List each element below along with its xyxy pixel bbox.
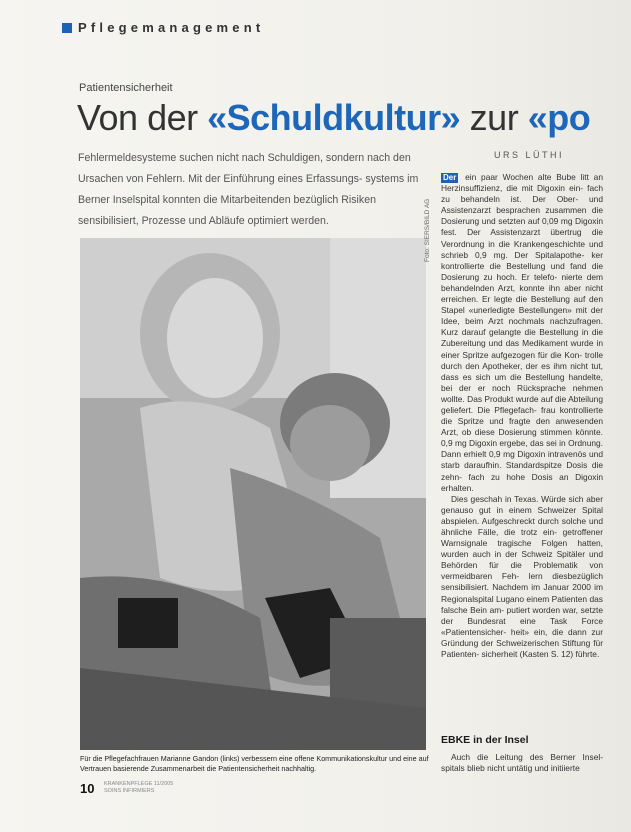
page-number: 10 xyxy=(80,781,95,796)
photo-caption: Für die Pflegefachfrauen Marianne Gandon (links) verbessern eine offene Kommunikationskultur und eine auf Vertrauen basierende Zusammenarbeit die Patientensicherheit nachhaltig. xyxy=(80,754,429,773)
headline-part-1: Von der xyxy=(77,97,208,138)
rubric-label: Pflegemanagement xyxy=(78,20,265,35)
article-headline xyxy=(77,96,590,140)
body-paragraph-3: Auch die Leitung des Berner Insel- spitals blieb nicht untätig und initiierte xyxy=(441,752,603,774)
footer-line-1: KRANKENPFLEGE 11/2005 xyxy=(104,781,174,787)
headline-highlight-1: «Schuldkultur» xyxy=(207,97,461,138)
photo-illustration xyxy=(80,238,426,750)
paragraph-1-text: ein paar Wochen alte Bube litt an Herzinsuffizienz, die mit Digoxin ein- fach zu behandeln ist. Der Ober- und Assistenzarzt besprachen zusammen die Dosierung und setzten auf 0,09 mg Digoxin fest. Der Assistenzarzt übertrug die Verordnung in die Krankengeschichte und schrieb 0,9 mg. Der Spitalapothe- ker kontrollierte die Bestellung und fand die Dosierung zu hoch. Er telefo- nierte dem behandelnden Arzt, konnte ihn aber nicht erreichen. Er legte die Bestellung auf den Stapel «unerledigte Bestellungen» mit der Idee, beim Arzt nochmals nachzufragen. Kurz darauf gelangte die Bestellung in die Zubereitung und das Medikament wurde in einer Spritze aufgezogen für die Kon- trolle durch den Apotheker, der es ihm nicht tut, dass es sich um die Bestellung handelte, bei der er noch Rücksprache nehmen wollte. Das Produkt wurde auf die Abteilung geliefert. Die Pflegefach- frau kontrollierte die Spritze und fragte den anwesenden Arzt, ob diese Dosierung stimmen könnte. 0,9 mg Digoxin ergebe, das sei in Ordnung. Dann erhielt 0,9 mg Digoxin intravenös und starb daraufhin. Standardspitze Dosis die zehn- fach zu hohe Dosis an Digoxin erhalten. xyxy=(441,172,603,493)
rubric-square-icon xyxy=(62,23,72,33)
dropcap: Der xyxy=(443,173,457,182)
body-paragraph-1 xyxy=(441,172,603,494)
body-paragraph-2: Dies geschah in Texas. Würde sich aber genauso gut in einem Schweizer Spital abspielen. Aufgeschreckt durch solche und ähnliche Fälle, die trotz ein- getroffener Warnsignale tragische Folgen hatten, wurden auch in der Schweiz Spitäler und Behörden für die Problematik von vermeidbaren Feh- lern diesbezüglich sensibilisiert. Nachdem im Januar 2000 im Regionalspital Lugano einem Patienten das falsche Bein am- putiert worden war, setzte der Bundesrat eine Task Force «Patientensicher- heit» ein, die dann zur Gründung der Schweizerischen Stiftung für Patienten- sicherheit (Kasten S. 12) führte. xyxy=(441,493,603,660)
headline-part-2: zur xyxy=(460,97,528,138)
footer-line-2: SOINS INFIRMIERS xyxy=(104,788,155,794)
headline-highlight-2: «po xyxy=(527,97,591,138)
article-photo xyxy=(80,238,426,750)
photo-credit: Foto: SIERS/BILD AG xyxy=(424,198,431,262)
body-column xyxy=(441,172,603,724)
section-rubric xyxy=(62,20,264,35)
article-byline: URS LÜTHI xyxy=(494,150,565,160)
footer-info xyxy=(104,781,173,795)
article-lead: Fehlermeldesysteme suchen nicht nach Schuldigen, sondern nach den Ursachen von Fehlern. Mit der Einführung eines Erfassungs- systems im Berner Inselspital konnten die Mitarbeitenden bezüglich Risiken sensibilisiert, Prozesse und Abläufe optimiert werden. xyxy=(78,152,419,227)
article-kicker: Patientensicherheit xyxy=(79,82,173,94)
section-subhead: EBKE in der Insel xyxy=(441,734,529,746)
